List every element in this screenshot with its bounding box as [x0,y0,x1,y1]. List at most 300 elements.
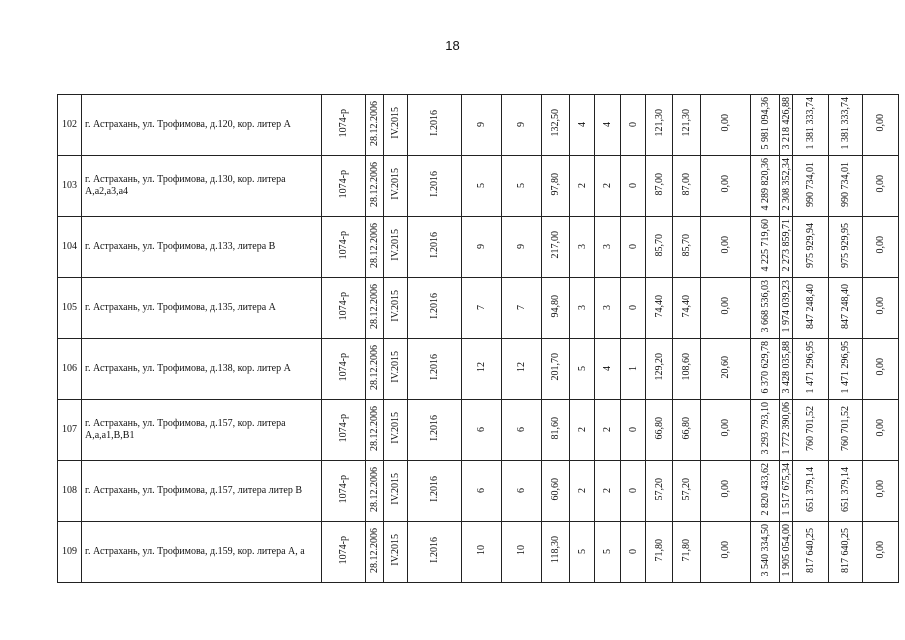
data-cell [780,156,793,217]
cell-value: 85,70 [653,233,665,257]
cell-value: 3 [602,244,613,249]
data-cell [673,156,701,217]
cell-value: 0,00 [720,114,731,132]
row-number: 108 [58,461,82,522]
cell-value: 66,80 [681,416,692,440]
cell-value: 0,00 [875,114,886,132]
data-cell [793,339,829,400]
cell-value: 10 [476,545,487,555]
row-number: 103 [58,156,82,217]
cell-value: 5 [516,183,527,188]
cell-value: 132,50 [550,109,561,137]
cell-value: 12 [476,362,487,372]
cell-value: 0,00 [875,297,886,315]
data-cell [502,461,542,522]
table-row [58,217,899,278]
cell-value: 7 [476,305,487,310]
data-cell [595,278,621,339]
table-row [58,461,899,522]
data-cell [408,156,462,217]
data-cell [751,522,780,583]
data-cell [751,217,780,278]
data-cell [673,522,701,583]
data-cell [780,400,793,461]
address-cell: г. Астрахань, ул. Трофимова, д.157, кор. литера А,а,а1,В,В1 [82,400,322,461]
data-cell [751,95,780,156]
cell-value: 6 [476,427,487,432]
data-cell [863,339,899,400]
cell-value: 217,00 [550,231,561,259]
data-cell [829,278,863,339]
data-cell [595,339,621,400]
address-cell: г. Астрахань, ул. Трофимова, д.159, кор. литера А, а [82,522,322,583]
data-cell [780,461,793,522]
data-cell [829,339,863,400]
data-cell [751,339,780,400]
data-cell [863,95,899,156]
data-cell [502,156,542,217]
cell-value: 1 381 333,74 [805,96,816,150]
address-cell: г. Астрахань, ул. Трофимова, д.120, кор. литер А [82,95,322,156]
data-cell [366,217,384,278]
data-cell [542,461,570,522]
cell-value: 201,70 [550,353,561,381]
data-cell [751,278,780,339]
cell-value: 1 772 390,06 [780,401,792,455]
cell-value: 2 [602,183,613,188]
data-cell [829,400,863,461]
cell-value: 71,80 [653,538,665,562]
cell-value: 0,00 [875,358,886,376]
housing-program-table [57,94,899,583]
data-cell [829,217,863,278]
data-cell [646,95,673,156]
table-row [58,156,899,217]
data-cell [322,339,366,400]
cell-value: 85,70 [681,233,692,257]
cell-value: IV.2015 [390,534,401,566]
cell-value: 9 [476,244,487,249]
data-cell [621,339,646,400]
data-cell [408,461,462,522]
cell-value: 0,00 [875,541,886,559]
cell-value: 28.12.2006 [369,222,380,268]
cell-value: 1074-р [338,413,349,443]
cell-value: 28.12.2006 [369,344,380,390]
cell-value: 2 [576,488,588,493]
cell-value: 121,30 [653,109,665,137]
data-cell [570,522,595,583]
cell-value: 0,00 [720,297,731,315]
cell-value: 2 [602,427,613,432]
data-cell [595,95,621,156]
cell-value: 2 [576,183,588,188]
cell-value: 6 [516,427,527,432]
cell-value: 9 [476,122,487,127]
data-cell [408,278,462,339]
data-cell [366,156,384,217]
cell-value: 9 [516,244,527,249]
data-cell [570,95,595,156]
address-cell: г. Астрахань, ул. Трофимова, д.135, литера А [82,278,322,339]
cell-value: 1074-р [338,230,349,260]
cell-value: 2 [602,488,613,493]
cell-value: 0,00 [720,480,731,498]
data-cell [829,95,863,156]
data-cell [384,522,408,583]
cell-value: 5 981 094,36 [759,96,771,150]
cell-value: 760 701,52 [805,405,816,451]
data-cell [462,95,502,156]
table-row [58,278,899,339]
cell-value: 6 370 629,78 [759,340,771,394]
data-cell [542,339,570,400]
cell-value: 4 289 820,36 [759,157,771,211]
cell-value: 94,80 [550,294,561,318]
cell-value: 0 [627,488,639,493]
cell-value: 1074-р [338,474,349,504]
data-cell [322,278,366,339]
data-cell [751,461,780,522]
data-cell [621,461,646,522]
cell-value: 28.12.2006 [369,527,380,573]
cell-value: 57,20 [653,477,665,501]
cell-value: I.2016 [429,171,440,197]
data-cell [751,156,780,217]
cell-value: 87,00 [681,172,692,196]
cell-value: 4 [602,122,613,127]
cell-value: 2 308 352,34 [780,157,792,211]
data-cell [462,461,502,522]
cell-value: 3 428 035,88 [780,340,792,394]
data-cell [673,217,701,278]
data-cell [780,217,793,278]
cell-value: 990 734,01 [805,161,816,207]
data-cell [780,95,793,156]
data-cell [408,217,462,278]
cell-value: 6 [476,488,487,493]
cell-value: 1 381 333,74 [840,96,851,150]
data-cell [366,95,384,156]
table-row [58,400,899,461]
cell-value: I.2016 [429,354,440,380]
data-cell [595,522,621,583]
data-cell [701,95,751,156]
cell-value: 5 [476,183,487,188]
address-cell: г. Астрахань, ул. Трофимова, д.130, кор. литера А,а2,а3,а4 [82,156,322,217]
cell-value: I.2016 [429,476,440,502]
data-cell [863,217,899,278]
cell-value: I.2016 [429,293,440,319]
cell-value: 5 [576,549,588,554]
data-cell [646,339,673,400]
cell-value: 3 540 334,50 [759,523,771,577]
cell-value: 0,00 [875,236,886,254]
data-cell [701,522,751,583]
cell-value: 1 [627,366,639,371]
data-cell [863,400,899,461]
cell-value: 108,60 [681,353,692,381]
data-cell [673,339,701,400]
data-cell [646,217,673,278]
cell-value: 3 293 793,10 [759,401,771,455]
data-cell [793,156,829,217]
cell-value: 3 [576,305,588,310]
data-cell [621,217,646,278]
data-cell [322,522,366,583]
data-cell [570,217,595,278]
cell-value: 3 668 536,03 [759,279,771,333]
cell-value: 4 225 719,60 [759,218,771,272]
cell-value: 1074-р [338,352,349,382]
data-cell [462,278,502,339]
cell-value: 6 [516,488,527,493]
cell-value: 9 [516,122,527,127]
cell-value: 817 640,25 [840,527,851,573]
data-cell [793,217,829,278]
cell-value: 3 218 426,88 [780,96,792,150]
cell-value: 651 379,14 [840,466,851,512]
cell-value: 990 734,01 [840,161,851,207]
cell-value: 847 248,40 [840,283,851,329]
data-cell [542,95,570,156]
cell-value: IV.2015 [390,290,401,322]
data-cell [322,95,366,156]
cell-value: 0 [627,122,639,127]
cell-value: 0 [627,427,639,432]
data-cell [570,156,595,217]
data-cell [701,400,751,461]
data-cell [793,522,829,583]
cell-value: 5 [602,549,613,554]
cell-value: IV.2015 [390,107,401,139]
data-cell [646,278,673,339]
cell-value: 0,00 [875,175,886,193]
cell-value: 71,80 [681,538,692,562]
data-cell [384,156,408,217]
data-cell [863,278,899,339]
data-cell [829,522,863,583]
data-cell [595,156,621,217]
cell-value: 0 [627,305,639,310]
cell-value: 2 [576,427,588,432]
row-number: 102 [58,95,82,156]
data-cell [595,461,621,522]
cell-value: 975 929,95 [840,222,851,268]
cell-value: 7 [516,305,527,310]
data-cell [542,156,570,217]
cell-value: 0,00 [720,175,731,193]
cell-value: 97,80 [550,172,561,196]
cell-value: 3 [602,305,613,310]
address-cell: г. Астрахань, ул. Трофимова, д.138, кор. литер А [82,339,322,400]
data-cell [701,339,751,400]
data-cell [408,339,462,400]
cell-value: 1 471 296,95 [805,340,816,394]
data-cell [646,156,673,217]
cell-value: 5 [576,366,588,371]
cell-value: 0,00 [875,419,886,437]
data-cell [366,339,384,400]
cell-value: 121,30 [681,109,692,137]
table-row [58,95,899,156]
data-cell [570,461,595,522]
data-cell [502,400,542,461]
data-cell [621,156,646,217]
cell-value: 81,60 [550,416,561,440]
cell-value: 28.12.2006 [369,283,380,329]
data-cell [384,95,408,156]
table-row [58,339,899,400]
data-cell [780,278,793,339]
data-cell [502,339,542,400]
data-cell [780,339,793,400]
cell-value: 0 [627,183,639,188]
data-cell [793,95,829,156]
data-cell [793,278,829,339]
data-cell [462,217,502,278]
address-cell: г. Астрахань, ул. Трофимова, д.133, литера В [82,217,322,278]
data-cell [621,522,646,583]
cell-value: 57,20 [681,477,692,501]
address-cell: г. Астрахань, ул. Трофимова, д.157, литера литер В [82,461,322,522]
data-cell [570,339,595,400]
data-cell [863,156,899,217]
data-cell [322,217,366,278]
data-cell [701,278,751,339]
page-number: 18 [445,38,460,53]
data-cell [462,400,502,461]
data-cell [366,278,384,339]
data-cell [462,156,502,217]
row-number: 107 [58,400,82,461]
cell-value: 1074-р [338,108,349,138]
data-cell [384,217,408,278]
row-number: 109 [58,522,82,583]
cell-value: 28.12.2006 [369,100,380,146]
data-cell [542,522,570,583]
data-cell [542,217,570,278]
data-cell [384,339,408,400]
cell-value: I.2016 [429,537,440,563]
cell-value: 3 [576,244,588,249]
cell-value: IV.2015 [390,473,401,505]
data-cell [366,461,384,522]
data-cell [408,400,462,461]
data-cell [570,278,595,339]
data-cell [621,95,646,156]
cell-value: 74,40 [681,294,692,318]
cell-value: 1074-р [338,291,349,321]
cell-value: 1074-р [338,169,349,199]
cell-value: 12 [516,362,527,372]
cell-value: 60,60 [550,477,561,501]
data-cell [829,156,863,217]
cell-value: 817 640,25 [805,527,816,573]
data-cell [408,95,462,156]
data-cell [322,400,366,461]
data-cell [780,522,793,583]
cell-value: 4 [576,122,588,127]
data-cell [673,95,701,156]
cell-value: 20,60 [720,355,731,379]
data-cell [462,339,502,400]
data-cell [829,461,863,522]
data-cell [701,217,751,278]
cell-value: 1 471 296,95 [840,340,851,394]
cell-value: 1 517 675,34 [780,462,792,516]
data-cell [322,156,366,217]
cell-value: 2 820 433,62 [759,462,771,516]
cell-value: 74,40 [653,294,665,318]
data-cell [502,217,542,278]
cell-value: I.2016 [429,110,440,136]
data-cell [646,522,673,583]
data-cell [793,461,829,522]
data-cell [384,461,408,522]
data-cell [595,400,621,461]
cell-value: 847 248,40 [805,283,816,329]
data-cell [595,217,621,278]
cell-value: 0,00 [720,541,731,559]
data-cell [646,400,673,461]
cell-value: 760 701,52 [840,405,851,451]
row-number: 104 [58,217,82,278]
cell-value: 651 379,14 [805,466,816,512]
data-cell [384,278,408,339]
cell-value: 0,00 [720,419,731,437]
data-cell [621,278,646,339]
data-cell [384,400,408,461]
data-cell [673,400,701,461]
cell-value: 1 974 039,23 [780,279,792,333]
cell-value: IV.2015 [390,229,401,261]
data-cell [751,400,780,461]
cell-value: 28.12.2006 [369,466,380,512]
cell-value: 10 [516,545,527,555]
data-cell [621,400,646,461]
data-cell [701,156,751,217]
cell-value: 4 [602,366,613,371]
cell-value: 975 929,94 [805,222,816,268]
data-cell [366,522,384,583]
data-cell [863,522,899,583]
cell-value: 0 [627,244,639,249]
cell-value: 129,20 [653,353,665,381]
cell-value: I.2016 [429,415,440,441]
data-cell [701,461,751,522]
cell-value: 118,30 [550,536,561,564]
cell-value: IV.2015 [390,412,401,444]
data-cell [793,400,829,461]
cell-value: 1074-р [338,535,349,565]
cell-value: 2 273 859,71 [780,218,792,272]
cell-value: 1 905 054,00 [780,523,792,577]
cell-value: 0 [627,549,639,554]
cell-value: 28.12.2006 [369,405,380,451]
data-cell [366,400,384,461]
cell-value: 0,00 [720,236,731,254]
data-cell [502,522,542,583]
data-cell [542,400,570,461]
row-number: 105 [58,278,82,339]
data-cell [673,461,701,522]
cell-value: IV.2015 [390,168,401,200]
data-cell [542,278,570,339]
cell-value: IV.2015 [390,351,401,383]
data-cell [863,461,899,522]
data-cell [322,461,366,522]
